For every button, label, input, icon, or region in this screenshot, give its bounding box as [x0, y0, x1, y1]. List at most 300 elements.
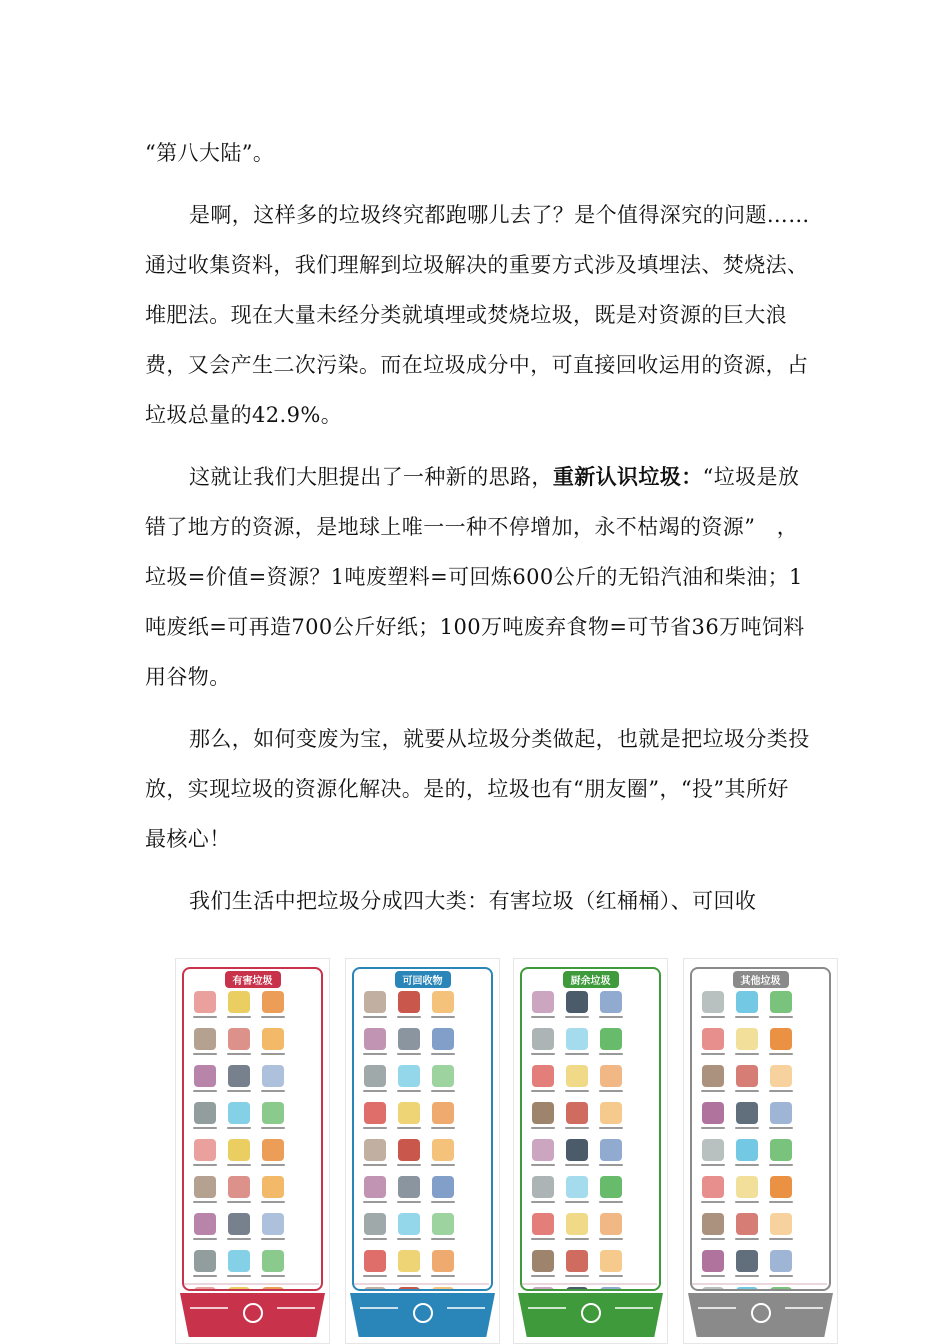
item-caption-mark — [193, 1164, 217, 1166]
paragraph-4: 我们生活中把垃圾分成四大类：有害垃圾（红桶桶）、可回收 — [189, 889, 757, 913]
item-icon-cell — [731, 1102, 762, 1135]
item-caption-mark — [397, 1238, 421, 1240]
item-caption-mark — [363, 1016, 387, 1018]
item-icon-cell — [257, 1176, 288, 1209]
item-icon-cell — [731, 991, 762, 1024]
item-icon-cell — [561, 1176, 592, 1209]
item-icon-cell — [393, 1287, 424, 1291]
bin-symbol-icon — [581, 1303, 601, 1323]
paragraph-2-rest: “垃圾是放错了地方的资源，是地球上唯一一种不停增加，永不枯竭的资源” ，垃圾=价值=资源？1吨废塑料=可回炼600公斤的无铅汽油和柴油；1吨废纸=可再造700公斤好纸；100万吨废弃食物=可节省36万吨饲料用谷物。 — [145, 465, 805, 689]
item-caption-mark — [701, 1164, 725, 1166]
item-caption-mark — [261, 1053, 285, 1055]
item-caption-mark — [769, 1164, 793, 1166]
item-picture-icon — [600, 1139, 622, 1161]
item-icon-cell — [765, 1102, 796, 1135]
item-icon-cell — [731, 1065, 762, 1098]
item-caption-mark — [531, 1090, 555, 1092]
item-icon-cell — [427, 991, 458, 1024]
item-picture-icon — [432, 1139, 454, 1161]
item-icon-cell — [427, 1250, 458, 1283]
item-picture-icon — [770, 1102, 792, 1124]
item-caption-mark — [397, 1016, 421, 1018]
item-picture-icon — [364, 1065, 386, 1087]
item-caption-mark — [565, 1016, 589, 1018]
item-icon-cell — [697, 1028, 728, 1061]
item-caption-mark — [193, 1016, 217, 1018]
item-picture-icon — [262, 1250, 284, 1272]
item-caption-mark — [565, 1275, 589, 1277]
item-picture-icon — [770, 1250, 792, 1272]
item-caption-mark — [599, 1201, 623, 1203]
item-picture-icon — [194, 1028, 216, 1050]
item-caption-mark — [531, 1201, 555, 1203]
item-caption-mark — [397, 1164, 421, 1166]
item-picture-icon — [398, 1028, 420, 1050]
item-caption-mark — [363, 1201, 387, 1203]
item-picture-icon — [566, 991, 588, 1013]
item-caption-mark — [735, 1090, 759, 1092]
item-icon-cell — [189, 1250, 220, 1283]
item-icon-cell — [731, 1250, 762, 1283]
item-picture-icon — [600, 1213, 622, 1235]
item-caption-mark — [769, 1201, 793, 1203]
item-picture-icon — [566, 1213, 588, 1235]
item-picture-icon — [432, 1213, 454, 1235]
item-grid — [189, 991, 316, 1291]
item-caption-mark — [599, 1053, 623, 1055]
bin-graphic — [180, 1293, 325, 1337]
item-picture-icon — [194, 1065, 216, 1087]
item-caption-mark — [193, 1275, 217, 1277]
item-icon-cell — [427, 1287, 458, 1291]
item-caption-mark — [227, 1275, 251, 1277]
garbage-classification-posters — [175, 958, 840, 1344]
item-icon-cell — [223, 1176, 254, 1209]
item-picture-icon — [228, 1287, 250, 1291]
item-caption-mark — [363, 1090, 387, 1092]
item-icon-cell — [359, 1102, 390, 1135]
item-icon-cell — [765, 991, 796, 1024]
item-caption-mark — [701, 1201, 725, 1203]
item-icon-cell — [561, 1287, 592, 1291]
poster-hazardous — [175, 958, 330, 1344]
item-caption-mark — [431, 1016, 455, 1018]
poster-title: 其他垃圾 — [733, 971, 789, 988]
poster-title: 可回收物 — [395, 971, 451, 988]
item-picture-icon — [228, 1065, 250, 1087]
item-caption-mark — [565, 1053, 589, 1055]
item-caption-mark — [735, 1201, 759, 1203]
item-icon-cell — [765, 1287, 796, 1291]
item-caption-mark — [227, 1053, 251, 1055]
item-picture-icon — [194, 1139, 216, 1161]
item-icon-cell — [595, 1176, 626, 1209]
item-picture-icon — [736, 1139, 758, 1161]
item-picture-icon — [566, 1176, 588, 1198]
item-caption-mark — [769, 1016, 793, 1018]
item-icon-cell — [697, 1139, 728, 1172]
item-caption-mark — [599, 1127, 623, 1129]
poster-footnote — [692, 1283, 827, 1285]
article-body — [145, 128, 810, 938]
bin-symbol-icon — [413, 1303, 433, 1323]
item-icon-cell — [189, 1176, 220, 1209]
item-picture-icon — [432, 1065, 454, 1087]
item-icon-cell — [731, 1213, 762, 1246]
item-picture-icon — [736, 991, 758, 1013]
item-caption-mark — [363, 1127, 387, 1129]
item-caption-mark — [531, 1164, 555, 1166]
item-picture-icon — [364, 1213, 386, 1235]
item-icon-cell — [731, 1028, 762, 1061]
item-caption-mark — [261, 1164, 285, 1166]
poster-frame — [182, 967, 323, 1291]
item-caption-mark — [769, 1090, 793, 1092]
item-caption-mark — [735, 1127, 759, 1129]
item-icon-cell — [527, 1139, 558, 1172]
item-picture-icon — [398, 991, 420, 1013]
item-caption-mark — [227, 1016, 251, 1018]
item-caption-mark — [193, 1053, 217, 1055]
item-picture-icon — [736, 1176, 758, 1198]
paragraph-3: 那么，如何变废为宝，就要从垃圾分类做起，也就是把垃圾分类投放，实现垃圾的资源化解决。是的，垃圾也有“朋友圈”，“投”其所好最核心！ — [145, 727, 810, 851]
item-icon-cell — [257, 1102, 288, 1135]
item-icon-cell — [257, 1213, 288, 1246]
item-icon-cell — [359, 1065, 390, 1098]
item-picture-icon — [566, 1139, 588, 1161]
item-icon-cell — [189, 1028, 220, 1061]
item-picture-icon — [398, 1102, 420, 1124]
item-caption-mark — [531, 1016, 555, 1018]
item-caption-mark — [261, 1016, 285, 1018]
item-picture-icon — [364, 1287, 386, 1291]
item-picture-icon — [702, 1102, 724, 1124]
item-picture-icon — [736, 1065, 758, 1087]
item-caption-mark — [431, 1201, 455, 1203]
item-caption-mark — [565, 1201, 589, 1203]
item-caption-mark — [599, 1090, 623, 1092]
paragraph-2-lead: 这就让我们大胆提出了一种新的思路， — [189, 465, 553, 489]
item-picture-icon — [702, 1028, 724, 1050]
item-picture-icon — [770, 991, 792, 1013]
item-picture-icon — [532, 1102, 554, 1124]
item-picture-icon — [600, 1102, 622, 1124]
item-icon-cell — [223, 1250, 254, 1283]
item-icon-cell — [427, 1028, 458, 1061]
item-picture-icon — [398, 1065, 420, 1087]
item-icon-cell — [393, 1139, 424, 1172]
item-picture-icon — [532, 1176, 554, 1198]
poster-frame — [352, 967, 493, 1291]
item-icon-cell — [595, 1287, 626, 1291]
item-caption-mark — [565, 1164, 589, 1166]
item-picture-icon — [364, 1139, 386, 1161]
item-caption-mark — [531, 1238, 555, 1240]
poster-frame — [520, 967, 661, 1291]
item-picture-icon — [770, 1065, 792, 1087]
item-caption-mark — [261, 1201, 285, 1203]
item-picture-icon — [532, 1028, 554, 1050]
item-icon-cell — [359, 1176, 390, 1209]
item-picture-icon — [770, 1213, 792, 1235]
item-icon-cell — [595, 1065, 626, 1098]
item-grid — [697, 991, 824, 1291]
item-caption-mark — [363, 1164, 387, 1166]
item-icon-cell — [189, 1102, 220, 1135]
item-icon-cell — [561, 1028, 592, 1061]
item-caption-mark — [431, 1238, 455, 1240]
item-picture-icon — [600, 991, 622, 1013]
item-caption-mark — [397, 1053, 421, 1055]
item-picture-icon — [566, 1028, 588, 1050]
item-caption-mark — [531, 1275, 555, 1277]
item-caption-mark — [565, 1238, 589, 1240]
item-caption-mark — [363, 1053, 387, 1055]
item-picture-icon — [736, 1028, 758, 1050]
paragraph-2-bold: 重新认识垃圾： — [552, 464, 703, 489]
paragraph-2 — [145, 452, 810, 702]
item-picture-icon — [770, 1287, 792, 1291]
item-caption-mark — [397, 1127, 421, 1129]
item-icon-cell — [765, 1250, 796, 1283]
poster-footnote — [184, 1283, 319, 1285]
item-picture-icon — [262, 1213, 284, 1235]
item-icon-cell — [731, 1176, 762, 1209]
item-picture-icon — [702, 1250, 724, 1272]
item-picture-icon — [736, 1250, 758, 1272]
item-icon-cell — [765, 1213, 796, 1246]
item-icon-cell — [223, 1065, 254, 1098]
item-picture-icon — [262, 1176, 284, 1198]
item-picture-icon — [566, 1287, 588, 1291]
item-picture-icon — [702, 1065, 724, 1087]
item-picture-icon — [398, 1250, 420, 1272]
item-icon-cell — [697, 1102, 728, 1135]
item-caption-mark — [261, 1275, 285, 1277]
item-icon-cell — [765, 1176, 796, 1209]
item-caption-mark — [193, 1238, 217, 1240]
item-icon-cell — [393, 1028, 424, 1061]
item-icon-cell — [427, 1176, 458, 1209]
item-icon-cell — [393, 1250, 424, 1283]
item-icon-cell — [257, 991, 288, 1024]
item-icon-cell — [189, 991, 220, 1024]
item-grid — [527, 991, 654, 1291]
item-picture-icon — [228, 1250, 250, 1272]
item-picture-icon — [770, 1028, 792, 1050]
item-icon-cell — [527, 1028, 558, 1061]
item-icon-cell — [731, 1287, 762, 1291]
item-picture-icon — [532, 1250, 554, 1272]
item-picture-icon — [228, 1176, 250, 1198]
item-picture-icon — [702, 1213, 724, 1235]
item-icon-cell — [765, 1139, 796, 1172]
item-caption-mark — [431, 1127, 455, 1129]
item-icon-cell — [697, 1213, 728, 1246]
item-caption-mark — [735, 1275, 759, 1277]
item-icon-cell — [223, 1213, 254, 1246]
item-caption-mark — [397, 1275, 421, 1277]
item-caption-mark — [599, 1164, 623, 1166]
item-icon-cell — [561, 1102, 592, 1135]
item-icon-cell — [595, 1102, 626, 1135]
item-icon-cell — [359, 1213, 390, 1246]
item-icon-cell — [359, 1139, 390, 1172]
item-icon-cell — [359, 1287, 390, 1291]
item-icon-cell — [427, 1213, 458, 1246]
item-icon-cell — [223, 1028, 254, 1061]
item-picture-icon — [532, 991, 554, 1013]
item-caption-mark — [769, 1053, 793, 1055]
item-picture-icon — [736, 1102, 758, 1124]
item-icon-cell — [393, 1065, 424, 1098]
item-picture-icon — [566, 1102, 588, 1124]
item-picture-icon — [736, 1287, 758, 1291]
item-caption-mark — [735, 1016, 759, 1018]
item-picture-icon — [228, 991, 250, 1013]
item-picture-icon — [194, 1176, 216, 1198]
item-icon-cell — [595, 1139, 626, 1172]
item-picture-icon — [262, 1287, 284, 1291]
item-icon-cell — [257, 1250, 288, 1283]
item-caption-mark — [599, 1275, 623, 1277]
item-picture-icon — [398, 1176, 420, 1198]
item-icon-cell — [731, 1139, 762, 1172]
item-caption-mark — [227, 1090, 251, 1092]
item-picture-icon — [532, 1139, 554, 1161]
item-picture-icon — [432, 1176, 454, 1198]
item-picture-icon — [532, 1287, 554, 1291]
item-picture-icon — [262, 991, 284, 1013]
item-icon-cell — [223, 1139, 254, 1172]
item-icon-cell — [697, 1176, 728, 1209]
item-icon-cell — [257, 1139, 288, 1172]
item-icon-cell — [697, 1250, 728, 1283]
item-icon-cell — [427, 1139, 458, 1172]
item-caption-mark — [397, 1201, 421, 1203]
item-caption-mark — [599, 1016, 623, 1018]
item-icon-cell — [257, 1028, 288, 1061]
item-icon-cell — [595, 1028, 626, 1061]
poster-footnote — [522, 1283, 657, 1285]
item-picture-icon — [228, 1139, 250, 1161]
poster-other — [683, 958, 838, 1344]
item-icon-cell — [393, 1213, 424, 1246]
item-picture-icon — [262, 1065, 284, 1087]
item-picture-icon — [600, 1065, 622, 1087]
item-picture-icon — [432, 991, 454, 1013]
item-caption-mark — [431, 1275, 455, 1277]
item-icon-cell — [359, 1250, 390, 1283]
item-caption-mark — [261, 1127, 285, 1129]
item-icon-cell — [189, 1287, 220, 1291]
item-picture-icon — [770, 1176, 792, 1198]
bin-symbol-icon — [243, 1303, 263, 1323]
item-picture-icon — [194, 991, 216, 1013]
poster-recyclable — [345, 958, 500, 1344]
item-icon-cell — [595, 1213, 626, 1246]
item-picture-icon — [432, 1250, 454, 1272]
item-caption-mark — [735, 1053, 759, 1055]
item-caption-mark — [363, 1275, 387, 1277]
item-caption-mark — [565, 1127, 589, 1129]
item-picture-icon — [364, 1102, 386, 1124]
item-icon-cell — [393, 1176, 424, 1209]
item-caption-mark — [531, 1127, 555, 1129]
item-caption-mark — [701, 1127, 725, 1129]
poster-title: 有害垃圾 — [225, 971, 281, 988]
item-caption-mark — [431, 1053, 455, 1055]
paragraph-1: 是啊，这样多的垃圾终究都跑哪儿去了？是个值得深究的问题……通过收集资料，我们理解到垃圾解决的重要方式涉及填埋法、焚烧法、堆肥法。现在大量未经分类就填埋或焚烧垃圾，既是对资源的巨大浪费，又会产生二次污染。而在垃圾成分中，可直接回收运用的资源，占垃圾总量的42.9%。 — [145, 203, 810, 427]
item-caption-mark — [193, 1127, 217, 1129]
item-caption-mark — [193, 1090, 217, 1092]
item-picture-icon — [770, 1139, 792, 1161]
item-caption-mark — [701, 1016, 725, 1018]
item-caption-mark — [701, 1053, 725, 1055]
item-icon-cell — [561, 1250, 592, 1283]
item-picture-icon — [566, 1065, 588, 1087]
item-icon-cell — [189, 1139, 220, 1172]
item-icon-cell — [393, 991, 424, 1024]
item-icon-cell — [527, 1176, 558, 1209]
item-icon-cell — [527, 1102, 558, 1135]
item-picture-icon — [736, 1213, 758, 1235]
item-picture-icon — [262, 1139, 284, 1161]
bin-symbol-icon — [751, 1303, 771, 1323]
item-caption-mark — [701, 1090, 725, 1092]
item-icon-cell — [393, 1102, 424, 1135]
item-icon-cell — [427, 1102, 458, 1135]
item-icon-cell — [189, 1065, 220, 1098]
item-icon-cell — [527, 1065, 558, 1098]
item-icon-cell — [257, 1065, 288, 1098]
bin-graphic — [350, 1293, 495, 1337]
item-picture-icon — [600, 1176, 622, 1198]
item-picture-icon — [432, 1028, 454, 1050]
item-caption-mark — [769, 1238, 793, 1240]
item-icon-cell — [765, 1028, 796, 1061]
item-picture-icon — [194, 1287, 216, 1291]
item-picture-icon — [364, 1028, 386, 1050]
item-icon-cell — [359, 991, 390, 1024]
item-grid — [359, 991, 486, 1291]
item-picture-icon — [228, 1213, 250, 1235]
item-caption-mark — [701, 1238, 725, 1240]
item-picture-icon — [398, 1287, 420, 1291]
item-icon-cell — [765, 1065, 796, 1098]
item-caption-mark — [193, 1201, 217, 1203]
item-picture-icon — [432, 1287, 454, 1291]
item-caption-mark — [769, 1127, 793, 1129]
item-caption-mark — [599, 1238, 623, 1240]
item-icon-cell — [595, 1250, 626, 1283]
poster-kitchen — [513, 958, 668, 1344]
item-caption-mark — [227, 1164, 251, 1166]
item-picture-icon — [262, 1102, 284, 1124]
item-picture-icon — [532, 1213, 554, 1235]
item-icon-cell — [223, 1287, 254, 1291]
item-picture-icon — [600, 1287, 622, 1291]
item-caption-mark — [397, 1090, 421, 1092]
item-icon-cell — [561, 1065, 592, 1098]
bin-graphic — [688, 1293, 833, 1337]
item-caption-mark — [431, 1090, 455, 1092]
item-icon-cell — [561, 991, 592, 1024]
item-picture-icon — [702, 1176, 724, 1198]
item-icon-cell — [189, 1213, 220, 1246]
item-caption-mark — [261, 1238, 285, 1240]
item-picture-icon — [262, 1028, 284, 1050]
